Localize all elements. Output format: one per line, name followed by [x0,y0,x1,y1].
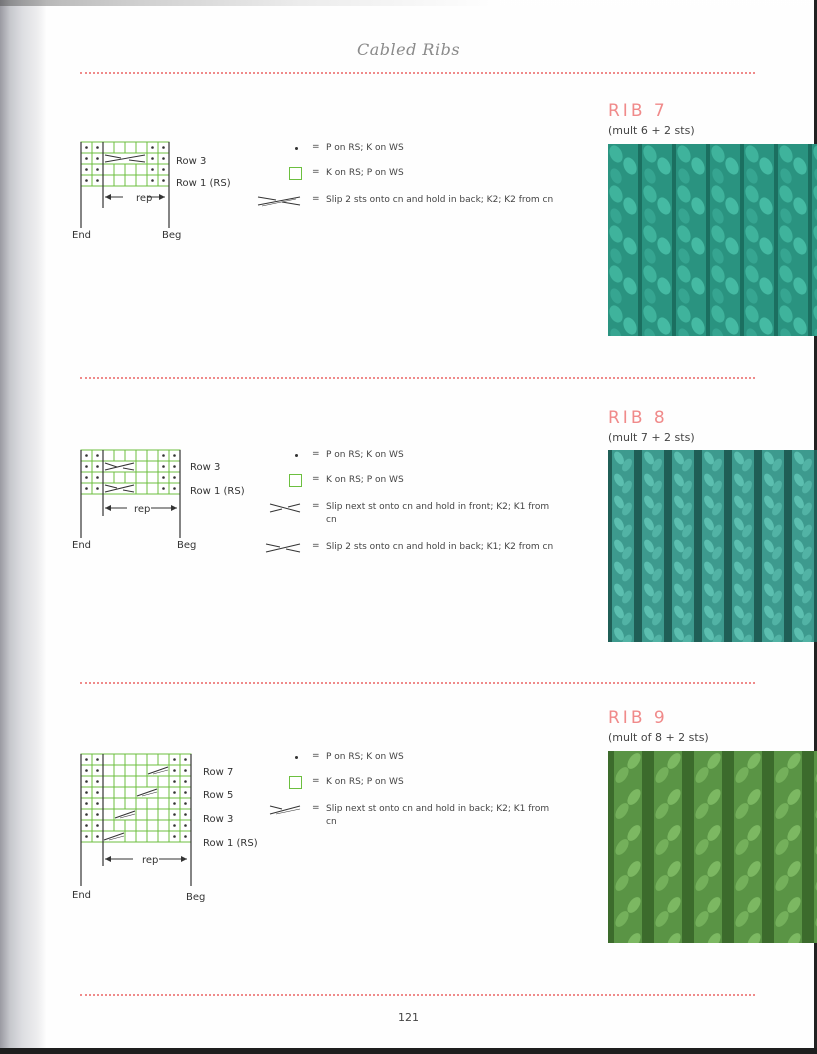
page-title: Cabled Ribs [356,40,461,59]
cable-2-1-right-icon [256,803,302,817]
bottom-edge [0,1048,817,1054]
chart-beg-label: Beg [186,892,206,903]
rib-multiple: (mult 7 + 2 sts) [608,431,695,444]
rep-label: rep [134,504,151,515]
cable-1-2-right-icon [256,541,302,555]
chart-row-label: Row 1 (RS) [203,838,258,849]
purl-dot-icon [256,142,302,156]
chart-row-label: Row 3 [176,156,207,167]
chart-row-label: Row 3 [190,462,221,473]
rib-9-swatch-photo [608,751,817,943]
cable-2-1-left-icon [256,501,302,515]
chart-end-label: End [72,540,92,551]
rib-8-chart-svg [72,448,257,558]
book-spine-shadow [0,0,46,1054]
rib-multiple: (mult 6 + 2 sts) [608,124,695,137]
rib-7-chart-svg [72,140,232,245]
knit-square-icon [256,167,302,181]
rib-8-swatch-photo [608,450,817,642]
purl-dot-icon [256,751,302,765]
chart-beg-label: Beg [177,540,197,551]
divider [80,72,755,74]
rep-label: rep [142,855,159,866]
rib-7-chart [72,140,232,245]
cable-2-2-right-icon [256,194,302,208]
rib-multiple: (mult of 8 + 2 sts) [608,731,709,744]
divider [80,682,755,684]
chart-row-label: Row 7 [203,767,234,778]
rib-title: RIB 9 [608,708,668,728]
chart-end-label: End [72,890,92,901]
rib-9-chart [72,752,272,912]
top-edge [0,0,817,6]
divider [80,377,755,379]
chart-row-label: Row 1 (RS) [176,178,231,189]
rep-label: rep [136,193,153,204]
chart-row-label: Row 5 [203,790,234,801]
chart-row-label: Row 1 (RS) [190,486,245,497]
divider [80,994,755,996]
rib-8-chart [72,448,257,558]
knit-square-icon [256,776,302,790]
rib-title: RIB 7 [608,101,668,121]
rib-9-chart-svg [72,752,272,912]
chart-end-label: End [72,230,92,241]
rib-title: RIB 8 [608,408,668,428]
rib-7-swatch-photo [608,144,817,336]
purl-dot-icon [256,449,302,463]
page-number: 121 [398,1011,419,1024]
chart-beg-label: Beg [162,230,182,241]
knit-square-icon [256,474,302,488]
chart-row-label: Row 3 [203,814,234,825]
